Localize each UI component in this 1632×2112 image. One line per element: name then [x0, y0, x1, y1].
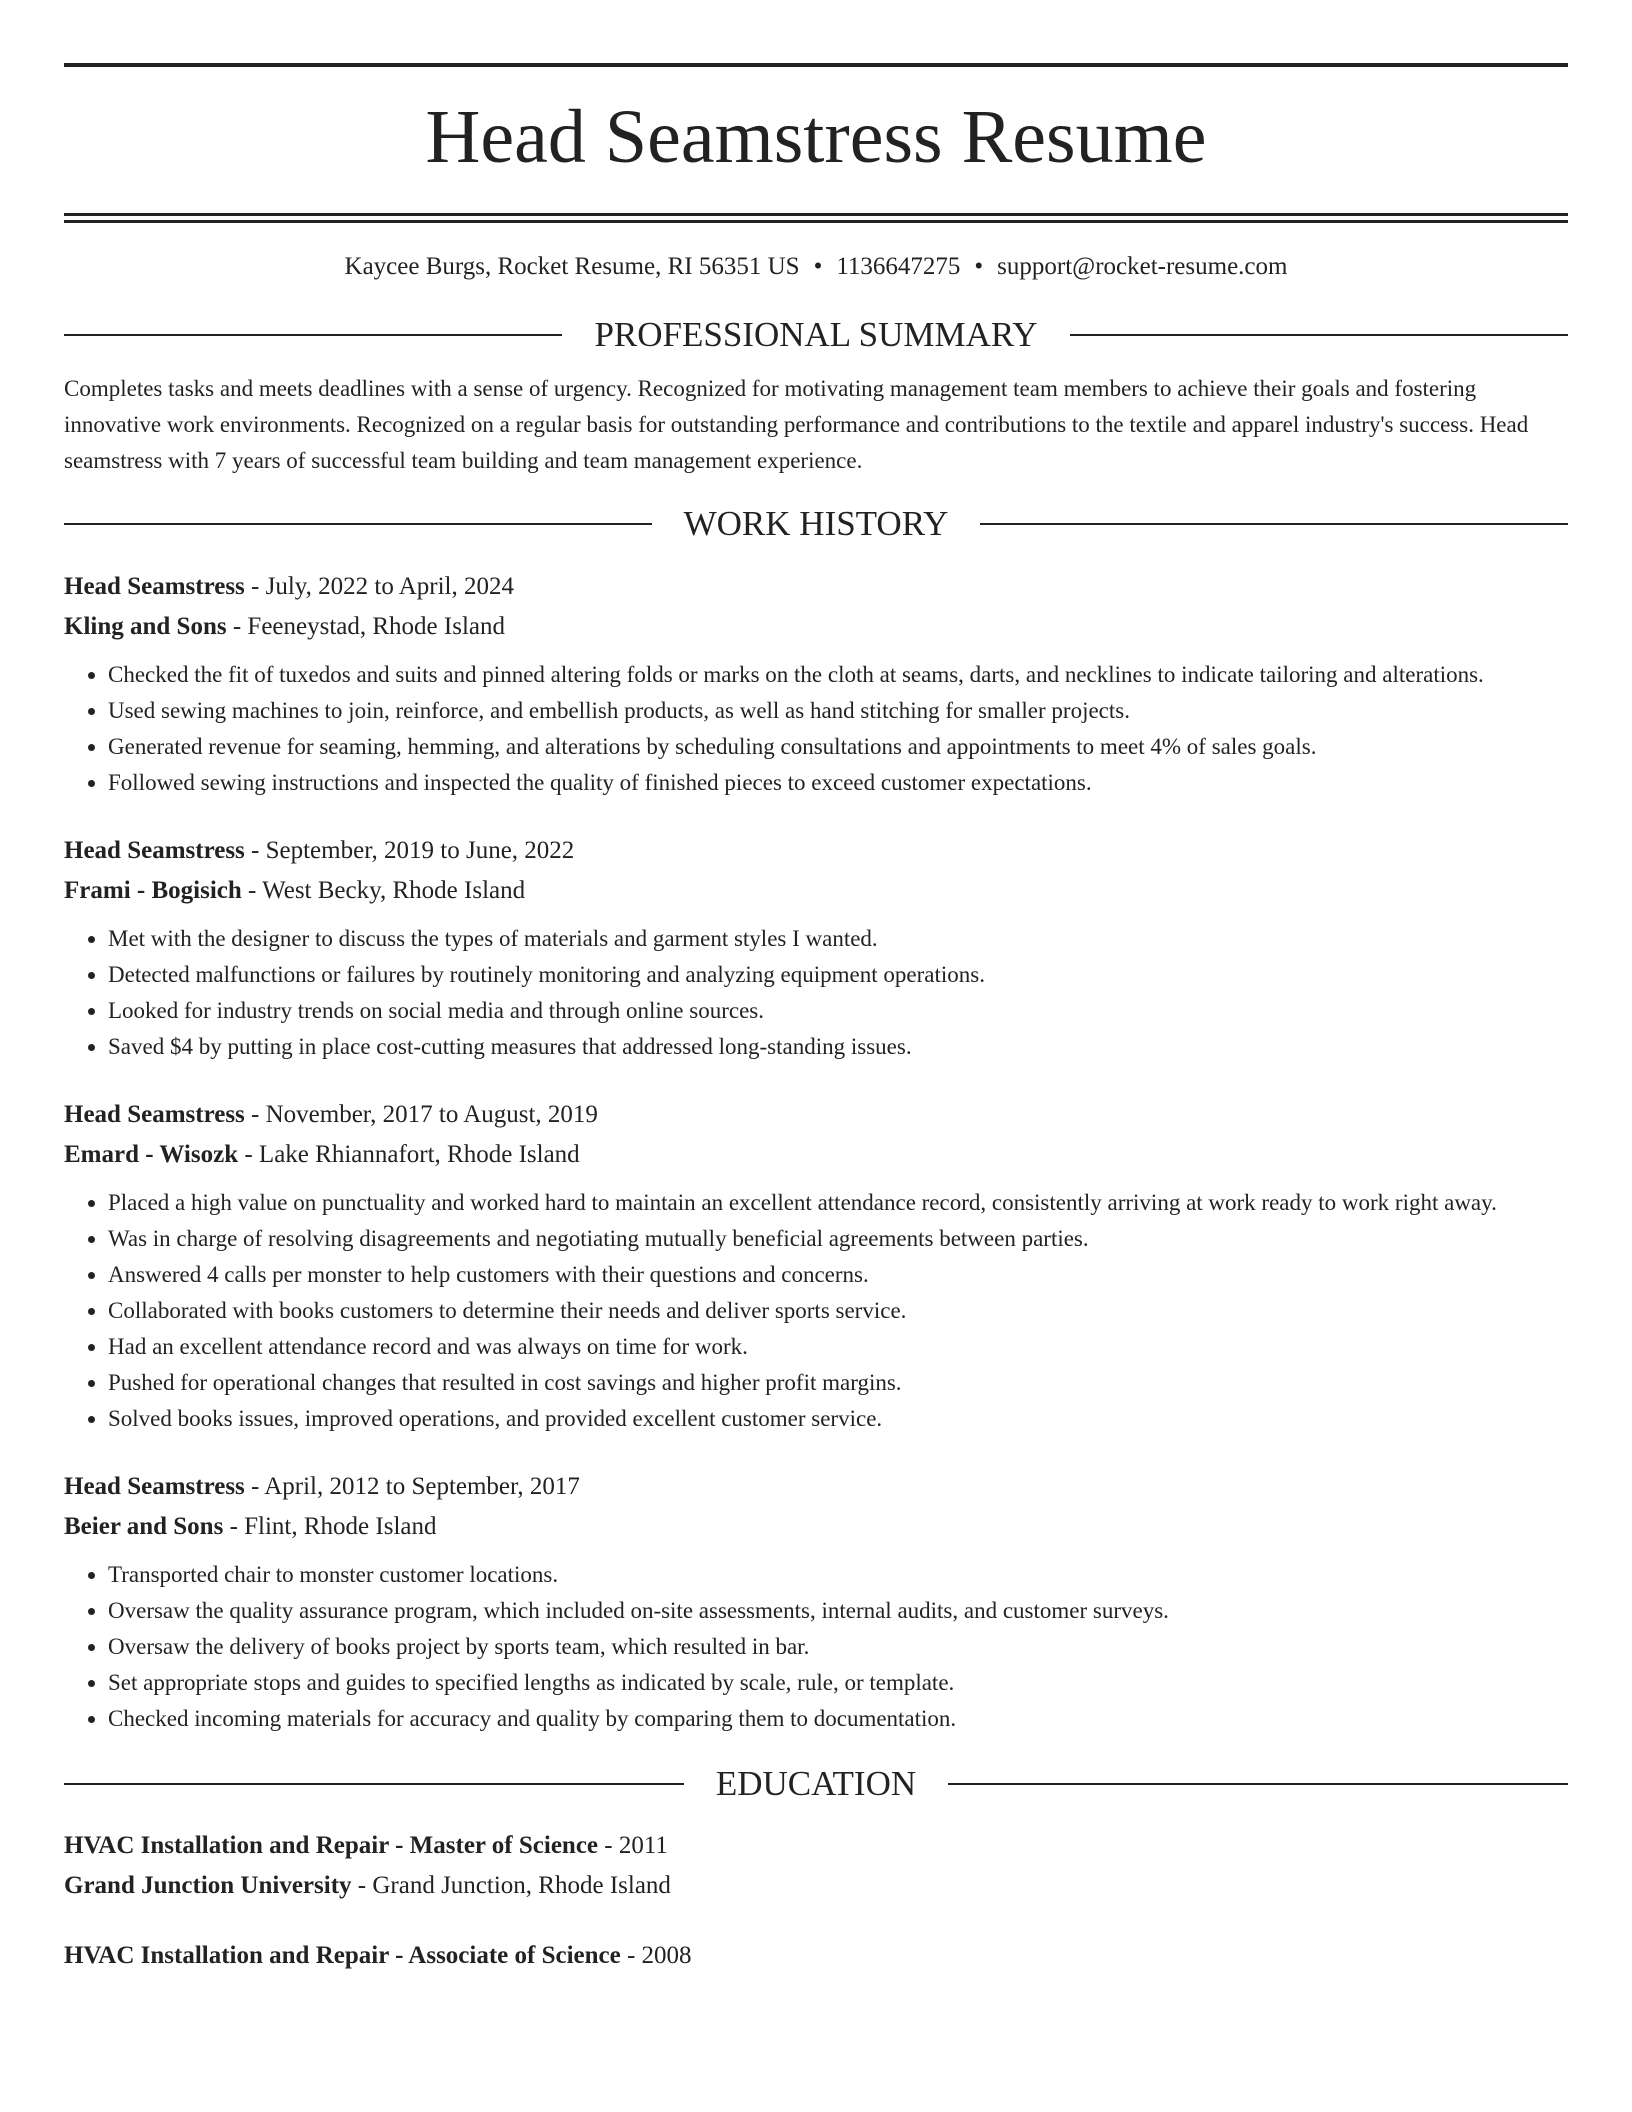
job-company-line — [64, 1135, 1568, 1175]
job-dates: - September, 2019 to June, 2022 — [244, 837, 575, 864]
section-rule-left — [64, 523, 652, 525]
job-dates: - November, 2017 to August, 2019 — [244, 1101, 598, 1128]
section-rule-right — [948, 1783, 1568, 1785]
top-rule — [64, 63, 1568, 67]
section-title-summary: PROFESSIONAL SUMMARY — [594, 315, 1038, 354]
job-bullet: • Was in charge of resolving disagreements and negotiating mutually beneficial agreements between parties. — [108, 1221, 1568, 1257]
education-degree-line — [64, 1826, 1568, 1866]
education-degree: HVAC Installation and Repair - Master of Science — [64, 1832, 599, 1859]
education-degree: HVAC Installation and Repair - Associate of Science — [64, 1942, 621, 1969]
job-bullet: • Checked the fit of tuxedos and suits and pinned altering folds or marks on the cloth at seams, darts, and necklines to indicate tailoring and alterations. — [108, 657, 1568, 693]
job-bullet: • Detected malfunctions or failures by routinely monitoring and analyzing equipment operations. — [108, 957, 1568, 993]
section-rule-right — [1070, 334, 1568, 336]
job-bullet: • Placed a high value on punctuality and worked hard to maintain an excellent attendance record, consistently arriving at work ready to work right away. — [108, 1185, 1568, 1221]
education-entry — [64, 1936, 1568, 1976]
job-bullet: • Collaborated with books customers to determine their needs and deliver sports service. — [108, 1293, 1568, 1329]
job-location: - Feeneystad, Rhode Island — [226, 613, 505, 640]
job-title: Head Seamstress — [64, 837, 245, 864]
job-bullet: • Used sewing machines to join, reinforce, and embellish products, as well as hand stitching for smaller projects. — [108, 693, 1568, 729]
job-entry — [64, 1095, 1568, 1437]
job-bullet: • Checked incoming materials for accuracy and quality by comparing them to documentation. — [108, 1701, 1568, 1737]
job-company-line — [64, 607, 1568, 647]
job-location: - West Becky, Rhode Island — [241, 877, 526, 904]
job-title-line — [64, 831, 1568, 871]
title-double-rule — [64, 213, 1568, 223]
education-location: - Grand Junction, Rhode Island — [351, 1872, 671, 1899]
education-degree-line — [64, 1936, 1568, 1976]
resume-title: Head Seamstress Resume — [425, 95, 1207, 179]
contact-separator: • — [813, 253, 823, 280]
job-bullet: • Transported chair to monster customer locations. — [108, 1557, 1568, 1593]
section-title-education: EDUCATION — [715, 1764, 917, 1803]
education-entry — [64, 1826, 1568, 1906]
job-bullets — [64, 1185, 1568, 1437]
job-location: - Flint, Rhode Island — [223, 1513, 437, 1540]
job-company: Kling and Sons — [64, 613, 227, 640]
job-entry — [64, 831, 1568, 1065]
education-school-line — [64, 1866, 1568, 1906]
education-school: Grand Junction University — [64, 1872, 352, 1899]
job-bullet: • Met with the designer to discuss the types of materials and garment styles I wanted. — [108, 921, 1568, 957]
job-bullet: • Saved $4 by putting in place cost-cutting measures that addressed long-standing issues. — [108, 1029, 1568, 1065]
section-rule-right — [980, 523, 1568, 525]
job-bullets — [64, 657, 1568, 801]
job-bullet: • Oversaw the delivery of books project by sports team, which resulted in bar. — [108, 1629, 1568, 1665]
job-bullet: • Set appropriate stops and guides to specified lengths as indicated by scale, rule, or template. — [108, 1665, 1568, 1701]
resume-page — [64, 0, 1568, 1976]
job-entry — [64, 567, 1568, 801]
education-year: - 2008 — [620, 1942, 692, 1969]
contact-line — [64, 252, 1568, 282]
education-year: - 2011 — [598, 1832, 668, 1859]
section-heading-education — [64, 1762, 1568, 1806]
job-dates: - July, 2022 to April, 2024 — [244, 573, 514, 600]
job-bullet: • Had an excellent attendance record and was always on time for work. — [108, 1329, 1568, 1365]
job-bullet: • Pushed for operational changes that resulted in cost savings and higher profit margins. — [108, 1365, 1568, 1401]
job-bullet: • Followed sewing instructions and inspected the quality of finished pieces to exceed customer expectations. — [108, 765, 1568, 801]
contact-separator: • — [974, 253, 984, 280]
section-heading-work — [64, 502, 1568, 546]
job-bullet: • Looked for industry trends on social media and through online sources. — [108, 993, 1568, 1029]
job-title-line — [64, 1467, 1568, 1507]
contact-address: Kaycee Burgs, Rocket Resume, RI 56351 US — [344, 253, 800, 280]
section-title-work: WORK HISTORY — [683, 504, 949, 543]
section-heading-summary — [64, 313, 1568, 357]
job-bullet: • Answered 4 calls per monster to help customers with their questions and concerns. — [108, 1257, 1568, 1293]
job-company: Frami - Bogisich — [64, 877, 242, 904]
job-bullet: • Solved books issues, improved operations, and provided excellent customer service. — [108, 1401, 1568, 1437]
job-title: Head Seamstress — [64, 1473, 245, 1500]
summary-paragraph: Completes tasks and meets deadlines with a sense of urgency. Recognized for motivating management team members to achieve their goals and fostering innovative work environments. Recognized on a regular basis for outstanding performance and contributions to the textile and apparel industry's success. Head seamstress with 7 years of successful team building and team management experience. — [64, 376, 1529, 473]
job-bullets — [64, 1557, 1568, 1737]
section-rule-left — [64, 334, 562, 336]
job-company-line — [64, 1507, 1568, 1547]
job-bullets — [64, 921, 1568, 1065]
job-title-line — [64, 1095, 1568, 1135]
job-location: - Lake Rhiannafort, Rhode Island — [238, 1141, 580, 1168]
job-dates: - April, 2012 to September, 2017 — [244, 1473, 580, 1500]
job-company-line — [64, 871, 1568, 911]
job-title-line — [64, 567, 1568, 607]
job-company: Emard - Wisozk — [64, 1141, 239, 1168]
job-entry — [64, 1467, 1568, 1737]
job-company: Beier and Sons — [64, 1513, 224, 1540]
job-bullet: • Generated revenue for seaming, hemming, and alterations by scheduling consultations and appointments to meet 4% of sales goals. — [108, 729, 1568, 765]
job-title: Head Seamstress — [64, 573, 245, 600]
contact-email: support@rocket-resume.com — [997, 253, 1288, 280]
contact-phone: 1136647275 — [836, 253, 961, 280]
job-title: Head Seamstress — [64, 1101, 245, 1128]
job-bullet: • Oversaw the quality assurance program, which included on-site assessments, internal audits, and customer surveys. — [108, 1593, 1568, 1629]
section-rule-left — [64, 1783, 684, 1785]
